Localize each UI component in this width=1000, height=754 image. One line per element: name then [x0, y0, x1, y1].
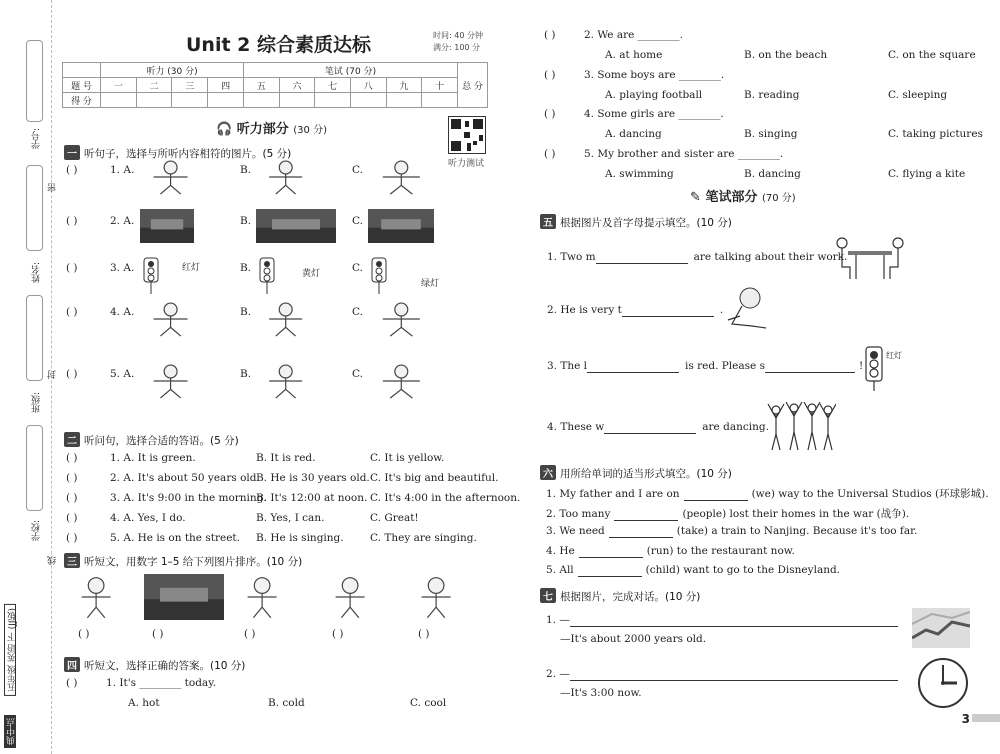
- tired-boy-illustration: [719, 286, 772, 334]
- page-number: 3: [961, 712, 970, 726]
- seal-mark-2: 封: [48, 370, 58, 379]
- seal-mark-1: 密: [48, 183, 58, 192]
- dialog-question: [546, 614, 898, 627]
- sentence-part: 1. My father and I are on: [546, 488, 680, 500]
- question-paren: ( ): [66, 215, 78, 227]
- sentence-part: (run) to the restaurant now.: [646, 544, 795, 557]
- qr-code-icon[interactable]: [448, 116, 486, 154]
- writing-part-title: [690, 186, 796, 205]
- option-c[interactable]: C. on the square: [888, 49, 976, 61]
- pencil-icon: ✎: [690, 190, 701, 205]
- listening-head: 听力 (30 分): [101, 63, 244, 78]
- name-box[interactable]: [26, 165, 43, 251]
- score-cell[interactable]: [101, 93, 137, 108]
- answer-a[interactable]: 4. A. Yes, I do.: [110, 512, 186, 524]
- section-text: 根据图片及首字母提示填空。(10 分): [560, 217, 732, 229]
- answer-line[interactable]: [570, 614, 898, 627]
- question-paren: ( ): [66, 368, 78, 380]
- total-head: 总 分: [458, 63, 488, 108]
- option-b-picture: [256, 362, 322, 400]
- sentence-part: !: [858, 360, 864, 372]
- clock-icon: [916, 656, 970, 710]
- answer-blank[interactable]: [614, 508, 678, 521]
- seal-mark-3: 线: [48, 556, 58, 565]
- option-b[interactable]: B. cold: [268, 697, 305, 709]
- sentence-part: is red. Please s: [685, 360, 765, 372]
- dialog-answer: —It's about 2000 years old.: [560, 633, 707, 645]
- section-5-title: [540, 214, 732, 230]
- section-7-title: [540, 588, 700, 604]
- fill-sentence: [547, 360, 863, 373]
- section-4-title: [64, 657, 245, 673]
- label-class: 班级:: [32, 392, 42, 414]
- question-paren: ( ): [544, 29, 556, 41]
- answer-b[interactable]: B. It is red.: [256, 452, 316, 464]
- answer-a[interactable]: 2. A. It's about 50 years old.: [110, 472, 260, 484]
- question-paren: ( ): [66, 532, 78, 544]
- option-a-picture: [140, 158, 208, 196]
- answer-blank[interactable]: [596, 251, 688, 264]
- question-text: 2. We are ________.: [584, 29, 684, 41]
- writing-score: (70 分): [761, 193, 796, 204]
- answer-blank[interactable]: [622, 304, 714, 317]
- col-head: 一: [101, 78, 137, 93]
- question-paren: ( ): [66, 492, 78, 504]
- answer-c[interactable]: C. It's 4:00 in the afternoon.: [370, 492, 521, 504]
- answer-b[interactable]: B. He is singing.: [256, 532, 344, 544]
- listening-part-title: [216, 118, 327, 137]
- option-c-picture: [368, 300, 442, 338]
- fill-sentence: [546, 564, 840, 577]
- option-c-label[interactable]: C.: [352, 262, 363, 274]
- answer-a[interactable]: 3. A. It's 9:00 in the morning.: [110, 492, 267, 504]
- section-2-title: [64, 432, 239, 448]
- answer-blank[interactable]: [579, 545, 643, 558]
- option-b[interactable]: B. on the beach: [744, 49, 828, 61]
- question-paren: ( ): [66, 164, 78, 176]
- answer-a[interactable]: 1. A. It is green.: [110, 452, 196, 464]
- score-cell[interactable]: [386, 93, 422, 108]
- question-text: 4. Some girls are ________.: [584, 108, 724, 120]
- question-number: 4. A.: [110, 306, 135, 318]
- question-number: 3. A.: [110, 262, 135, 274]
- sentence-part: 5. All: [546, 564, 574, 576]
- question-paren: ( ): [544, 108, 556, 120]
- answer-blank[interactable]: [587, 360, 679, 373]
- brand-logo: 典中点: [4, 715, 16, 748]
- col-head: 十: [422, 78, 458, 93]
- score-cell[interactable]: [208, 93, 244, 108]
- question-paren: ( ): [66, 262, 78, 274]
- class-box[interactable]: [26, 295, 43, 381]
- option-b[interactable]: B. reading: [744, 89, 800, 101]
- col-head: 七: [315, 78, 351, 93]
- answer-blank[interactable]: [609, 525, 673, 538]
- sentence-part: 2. Too many: [546, 507, 611, 520]
- score-cell[interactable]: [172, 93, 208, 108]
- row-head-number: 题 号: [63, 78, 101, 93]
- section-badge: 二: [64, 432, 80, 447]
- fill-sentence: [546, 525, 917, 538]
- section-6-title: [540, 465, 732, 481]
- question-text: 1. It's ________ today.: [106, 677, 217, 689]
- dancing-women-illustration: [764, 400, 836, 454]
- label-name: 姓名:: [32, 262, 42, 284]
- student-id-box[interactable]: [26, 40, 43, 122]
- ordering-picture: [144, 574, 224, 620]
- section-3-title: [64, 553, 302, 569]
- section-text: 听问句，选择合适的答语。(5 分): [84, 435, 239, 447]
- option-b-label[interactable]: B.: [240, 215, 252, 227]
- option-b-label[interactable]: B.: [240, 368, 252, 380]
- listening-title: 听力部分: [236, 122, 289, 137]
- order-paren[interactable]: ( ): [152, 628, 164, 640]
- headphones-icon: 🎧: [216, 122, 233, 137]
- red-light-label: 红灯: [886, 351, 902, 360]
- col-head: 三: [172, 78, 208, 93]
- answer-b[interactable]: B. Yes, I can.: [256, 512, 325, 524]
- answer-blank[interactable]: [578, 564, 642, 577]
- score-cell[interactable]: [136, 93, 172, 108]
- dialog-dash: 1. —: [546, 614, 570, 626]
- option-c-label[interactable]: C.: [352, 368, 363, 380]
- col-head: 五: [243, 78, 279, 93]
- section-badge: 四: [64, 657, 80, 672]
- light-label: 红灯: [182, 263, 201, 273]
- option-c[interactable]: C. taking pictures: [888, 128, 983, 140]
- section-text: 听句子，选择与所听内容相符的图片。(5 分): [84, 148, 292, 160]
- fill-sentence: [547, 421, 769, 434]
- question-number: 5. A.: [110, 368, 135, 380]
- option-b-label[interactable]: B.: [240, 306, 252, 318]
- option-a[interactable]: A. dancing: [605, 128, 662, 140]
- qr-label: 听力测试: [448, 159, 485, 169]
- score-cell[interactable]: [422, 93, 458, 108]
- option-b-picture: [256, 300, 322, 338]
- answer-c[interactable]: C. It's big and beautiful.: [370, 472, 499, 484]
- question-paren: ( ): [66, 677, 78, 689]
- option-c[interactable]: C. cool: [410, 697, 447, 709]
- answer-blank[interactable]: [604, 421, 696, 434]
- fill-sentence: [546, 486, 989, 501]
- sentence-part: (take) a train to Nanjing. Because it's too far.: [676, 525, 918, 537]
- order-paren[interactable]: ( ): [78, 628, 90, 640]
- answer-blank[interactable]: [765, 360, 855, 373]
- sentence-part: are dancing.: [702, 421, 769, 433]
- question-paren: ( ): [544, 148, 556, 160]
- binding-margin: [0, 0, 58, 754]
- option-c-label[interactable]: C.: [352, 164, 363, 176]
- option-a[interactable]: A. swimming: [605, 168, 674, 180]
- question-number: 1. A.: [110, 164, 135, 176]
- ordering-picture: [70, 574, 128, 620]
- section-text: 听短文，用数字 1–5 给下列图片排序。(10 分): [84, 556, 303, 568]
- sentence-part: (we) way to the Universal Studios (环球影城).: [751, 488, 989, 500]
- option-b-label[interactable]: B.: [240, 164, 252, 176]
- sentence-part: 1. Two m: [547, 251, 596, 263]
- score-cell[interactable]: [350, 93, 386, 108]
- score-cell[interactable]: [243, 93, 279, 108]
- question-paren: ( ): [66, 472, 78, 484]
- school-box[interactable]: [26, 425, 43, 511]
- section-badge: 六: [540, 465, 556, 480]
- option-b[interactable]: B. singing: [744, 128, 798, 140]
- question-number: 2. A.: [110, 215, 135, 227]
- option-c[interactable]: C. sleeping: [888, 89, 948, 101]
- score-cell[interactable]: [279, 93, 315, 108]
- option-a-picture: [140, 300, 208, 338]
- dialog-answer: —It's 3:00 now.: [560, 687, 642, 699]
- option-b[interactable]: B. dancing: [744, 168, 801, 180]
- answer-c[interactable]: C. Great!: [370, 512, 419, 524]
- col-head: 六: [279, 78, 315, 93]
- sentence-part: 3. The l: [547, 360, 588, 372]
- sentence-part: 4. These w: [547, 421, 605, 433]
- light-label: 黄灯: [302, 269, 321, 279]
- time-limit: 时间: 40 分钟: [433, 31, 483, 40]
- sentence-part: (people) lost their homes in the war (战争).: [682, 507, 910, 520]
- sentence-part: are talking about their work.: [693, 251, 848, 263]
- fill-sentence: [546, 545, 795, 558]
- option-a[interactable]: A. playing football: [605, 89, 703, 101]
- question-paren: ( ): [544, 69, 556, 81]
- question-paren: ( ): [66, 452, 78, 464]
- section-badge: 五: [540, 214, 556, 229]
- fill-sentence: [546, 506, 909, 521]
- option-a-picture: [140, 209, 194, 243]
- option-c-label[interactable]: C.: [352, 215, 363, 227]
- option-b-picture: [256, 158, 322, 196]
- section-text: 用所给单词的适当形式填空。(10 分): [560, 468, 732, 480]
- sentence-part: 3. We need: [546, 525, 605, 537]
- listening-score: (30 分): [293, 125, 327, 136]
- page-title: Unit 2 综合素质达标: [186, 34, 371, 56]
- option-a-picture: [140, 362, 208, 400]
- answer-blank[interactable]: [684, 488, 748, 501]
- section-badge: 一: [64, 145, 80, 160]
- book-label: 五年级 英语 下 (JJ版): [4, 604, 16, 696]
- sentence-part: (child) want to go to the Disneyland.: [645, 564, 841, 576]
- answer-b[interactable]: B. He is 30 years old.: [256, 472, 370, 484]
- col-head: 八: [350, 78, 386, 93]
- score-cell[interactable]: [315, 93, 351, 108]
- section-badge: 三: [64, 553, 80, 568]
- full-score: 满分: 100 分: [433, 43, 481, 52]
- section-badge: 七: [540, 588, 556, 603]
- sentence-part: .: [719, 304, 724, 316]
- label-school: 学校:: [32, 520, 42, 542]
- sentence-part: 4. He: [546, 544, 575, 557]
- col-head: 二: [136, 78, 172, 93]
- answer-c[interactable]: C. It is yellow.: [370, 452, 445, 464]
- score-table: [62, 62, 488, 108]
- ordering-picture: [410, 574, 468, 620]
- written-head: 笔试 (70 分): [243, 63, 457, 78]
- question-text: 5. My brother and sister are ________.: [584, 148, 784, 160]
- option-c-picture: [368, 209, 434, 243]
- question-text: 3. Some boys are ________.: [584, 69, 725, 81]
- col-head: 四: [208, 78, 244, 93]
- col-head: 九: [386, 78, 422, 93]
- sentence-part: 2. He is very t: [547, 304, 622, 316]
- option-c-picture: [368, 158, 442, 196]
- question-paren: ( ): [66, 306, 78, 318]
- page-tab: [972, 714, 1000, 722]
- option-c-label[interactable]: C.: [352, 306, 363, 318]
- option-b-label[interactable]: B.: [240, 262, 252, 274]
- option-c-picture: [368, 362, 442, 400]
- answer-c[interactable]: C. They are singing.: [370, 532, 477, 544]
- option-a[interactable]: A. hot: [128, 697, 160, 709]
- question-paren: ( ): [66, 512, 78, 524]
- dialog-dash: 2. —: [546, 668, 570, 680]
- answer-b[interactable]: B. It's 12:00 at noon.: [256, 492, 368, 504]
- row-head-score: 得 分: [63, 93, 101, 108]
- ordering-picture: [324, 574, 382, 620]
- fill-sentence: [547, 304, 723, 317]
- order-paren[interactable]: ( ): [418, 628, 430, 640]
- order-paren[interactable]: ( ): [244, 628, 256, 640]
- option-b-picture: [256, 209, 336, 243]
- light-label: 绿灯: [421, 279, 440, 289]
- section-text: 根据图片，完成对话。(10 分): [560, 591, 701, 603]
- option-c[interactable]: C. flying a kite: [888, 168, 966, 180]
- section-text: 听短文，选择正确的答案。(10 分): [84, 660, 246, 672]
- answer-line[interactable]: [570, 668, 898, 681]
- answer-a[interactable]: 5. A. He is on the street.: [110, 532, 240, 544]
- writing-title: 笔试部分: [705, 190, 758, 205]
- order-paren[interactable]: ( ): [332, 628, 344, 640]
- ordering-picture: [236, 574, 294, 620]
- fill-sentence: [547, 251, 847, 264]
- great-wall-picture: [912, 608, 970, 648]
- dialog-question: [546, 668, 898, 681]
- label-student-id: 学号:: [32, 128, 42, 150]
- option-a[interactable]: A. at home: [605, 49, 663, 61]
